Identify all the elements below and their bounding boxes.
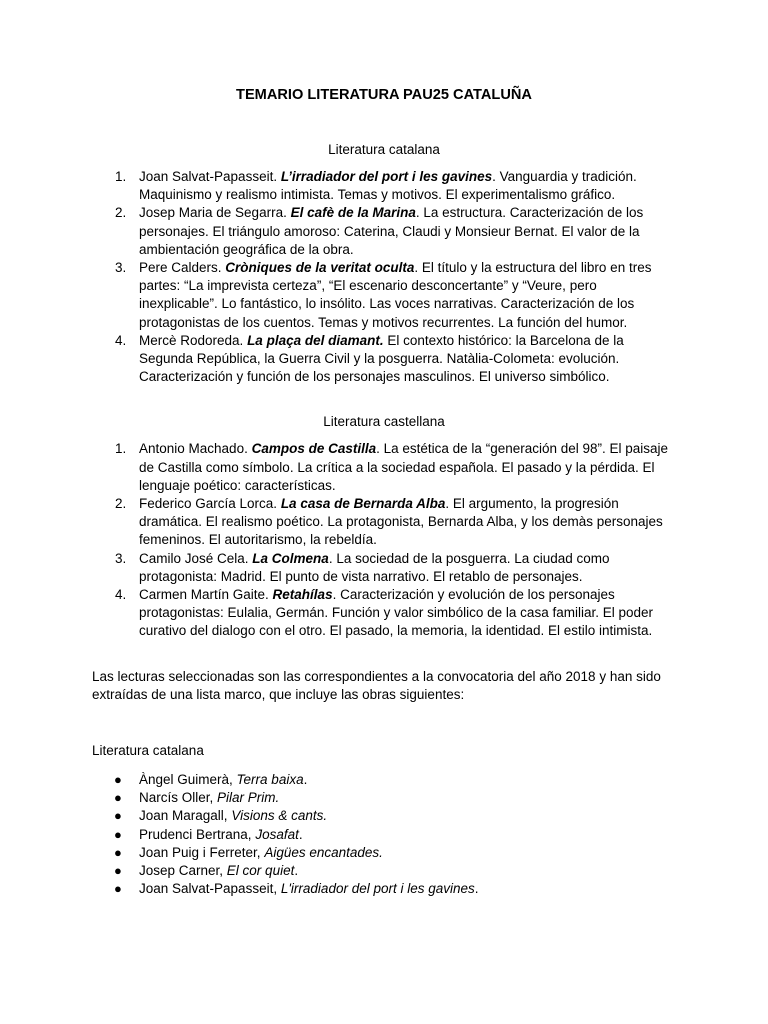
item-work-title: L’irradiador del port i les gavines — [280, 169, 493, 184]
bullet-icon: ● — [114, 772, 122, 788]
item-author: Joan Salvat-Papasseit. — [139, 169, 281, 184]
list-item — [92, 259, 676, 332]
list-item — [92, 168, 676, 204]
item-author: Josep Carner, — [139, 863, 227, 879]
item-work-title: La plaça del diamant. — [247, 332, 384, 348]
list-item — [92, 586, 676, 641]
bullet-icon: ● — [114, 808, 122, 824]
list-item — [92, 880, 676, 898]
marco-heading-catalana: Literatura catalana — [92, 743, 204, 759]
item-work-title: Retahílas — [272, 587, 333, 603]
item-end: . — [298, 826, 303, 842]
item-work-title: Pilar Prim. — [217, 790, 280, 806]
item-end: . — [294, 863, 299, 879]
bullet-icon: ● — [114, 881, 122, 897]
item-author: Àngel Guimerà, — [139, 772, 237, 788]
item-number: 2. — [115, 496, 127, 512]
item-work-title: Cròniques de la veritat oculta — [225, 260, 415, 276]
item-work-title: El cor quiet — [226, 863, 295, 879]
document-title: TEMARIO LITERATURA PAU25 CATALUÑA — [236, 87, 532, 103]
item-work-title: Aigües encantades. — [264, 844, 383, 860]
castellana-topic-list — [92, 440, 676, 640]
item-author: Mercè Rodoreda. — [139, 332, 248, 348]
item-end: . — [303, 772, 308, 788]
selection-note-paragraph: Las lecturas seleccionadas son las correspondientes a la convocatoria del año 2018 y han sido extraídas de una lista marco, que incluye las obras siguientes: — [92, 668, 661, 702]
bullet-icon: ● — [114, 863, 122, 879]
list-item — [92, 550, 676, 586]
item-work-title: Visions & cants. — [231, 808, 328, 824]
catalana-topic-list — [92, 168, 676, 386]
item-author: Joan Salvat-Papasseit, — [139, 881, 281, 897]
item-work-title: Campos de Castilla — [251, 441, 377, 457]
item-author: Josep Maria de Segarra. — [139, 205, 291, 221]
list-item — [92, 862, 676, 880]
list-item — [92, 771, 676, 789]
item-number: 4. — [115, 587, 127, 603]
section-heading-castellana: Literatura castellana — [323, 414, 445, 430]
list-item — [92, 204, 676, 259]
item-number: 4. — [115, 332, 127, 348]
item-work-title: L'irradiador del port i les gavines — [280, 881, 475, 897]
list-item — [92, 495, 676, 550]
item-author: Prudenci Bertrana, — [139, 826, 256, 842]
list-item — [92, 826, 676, 844]
item-number: 1. — [115, 441, 127, 457]
item-description: . El argumento, la progresión dramática. El realismo poético. La protagonista, Bernarda Alba, y los demàs personajes femeninos. El autoritarismo, la rebeldía. — [139, 496, 663, 548]
marco-works-list — [92, 771, 676, 898]
item-description: . Vanguardia y tradición. Maquinismo y realismo intimista. Temas y motivos. El experimentalismo gráfico. — [139, 169, 637, 203]
item-number: 3. — [115, 550, 127, 566]
item-description: . El título y la estructura del libro en tres partes: “La imprevista certeza”, “El escenario desconcertante” y “Veure, pero inexplicable”. Lo fantástico, lo insólito. Las voces narrativas. Caracterización de los protagonistas de los cuentos. Temas y motivos recurrentes. La función del humor. — [139, 260, 652, 330]
item-description: . La sociedad de la posguerra. La ciudad como protagonista: Madrid. El punto de vista narrativo. El retablo de personajes. — [139, 550, 610, 584]
item-description: . Caracterización y evolución de los personajes protagonistas: Eulalia, Germán. Función y valor simbólico de la casa familiar. El poder curativo del dialogo con el otro. El pasado, la memoria, la identidad. El estilo intimista. — [139, 587, 653, 639]
item-work-title: Josafat — [255, 826, 299, 842]
bullet-icon: ● — [114, 790, 122, 806]
item-end: . — [474, 881, 479, 897]
item-author: Joan Puig i Ferreter, — [139, 844, 265, 860]
item-work-title: La casa de Bernarda Alba — [280, 496, 446, 512]
item-number: 3. — [115, 260, 127, 276]
item-description: El contexto histórico: la Barcelona de la Segunda República, la Guerra Civil y la posguerra. Natàlia-Colometa: evolución. Caracterización y función de los personajes masculinos. El universo simbólico. — [139, 332, 624, 385]
item-work-title: El cafè de la Marina — [290, 205, 416, 221]
section-heading-catalana: Literatura catalana — [328, 142, 440, 157]
item-author: Joan Maragall, — [139, 808, 232, 824]
item-description: . La estructura. Caracterización de los personajes. El triángulo amoroso: Caterina, Claudi y Monsieur Bernat. El valor de la ambientación geográfica de la obra. — [139, 205, 644, 257]
list-item — [92, 807, 676, 825]
bullet-icon: ● — [114, 826, 122, 842]
item-number: 1. — [115, 169, 127, 184]
item-author: Camilo José Cela. — [139, 550, 253, 566]
item-work-title: Terra baixa — [236, 772, 304, 788]
item-work-title: La Colmena — [252, 550, 329, 566]
item-author: Pere Calders. — [139, 260, 226, 276]
item-author: Federico García Lorca. — [139, 496, 281, 512]
item-author: Narcís Oller, — [139, 790, 218, 806]
item-author: Antonio Machado. — [139, 441, 252, 457]
list-item — [92, 332, 676, 387]
bullet-icon: ● — [114, 844, 122, 860]
item-number: 2. — [115, 205, 127, 221]
list-item — [92, 789, 676, 807]
list-item — [92, 440, 676, 495]
item-author: Carmen Martín Gaite. — [139, 587, 273, 603]
list-item — [92, 844, 676, 862]
item-description: . La estética de la “generación del 98”. El paisaje de Castilla como símbolo. La crítica a la sociedad española. El pasado y la pérdida. El lenguaje poético: características. — [139, 441, 669, 493]
